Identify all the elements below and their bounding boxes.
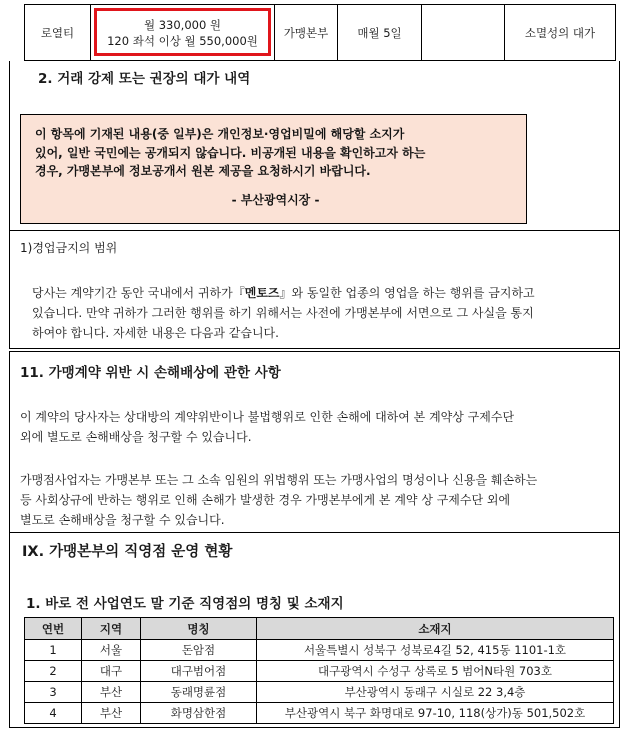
section-border-right xyxy=(619,231,620,349)
damages-paragraph-2 xyxy=(20,470,537,530)
paragraph-line: 외에 별도로 손해배상을 청구할 수 있습니다. xyxy=(20,430,252,444)
table-row xyxy=(25,640,614,661)
row-right-border xyxy=(615,4,616,61)
row-address: 부산광역시 동래구 시실로 22 3,4층 xyxy=(257,682,614,703)
highlight-box xyxy=(94,8,271,56)
notice-line: 있어, 일반 국민에는 공개되지 않습니다. 비공개된 내용을 확인하고자 하는 xyxy=(35,145,426,160)
row-region: 부산 xyxy=(82,682,141,703)
paragraph-line: 가맹점사업자는 가맹본부 또는 그 소속 임원의 위법행위 또는 가맹사업의 명성이나 신용을 훼손하는 xyxy=(20,473,538,487)
section-border-right xyxy=(619,61,620,231)
section-11-heading: 11. 가맹계약 위반 시 손해배상에 관한 사항 xyxy=(20,365,281,381)
damages-paragraph-1 xyxy=(20,407,514,447)
section-border-right xyxy=(619,351,620,532)
notice-line: 이 항목에 기재된 내용(중 일부)은 개인정보·영업비밀에 해당할 소지가 xyxy=(35,127,405,141)
row-store-name: 동래명륜점 xyxy=(141,682,257,703)
section-border-left xyxy=(9,351,10,532)
section-border-left xyxy=(9,532,10,728)
row-address: 부산광역시 북구 화명대로 97-10, 118(상가)동 501,502호 xyxy=(257,703,614,724)
brand-name: 멘토즈 xyxy=(244,286,280,300)
confidential-notice xyxy=(20,114,527,224)
header-number: 연번 xyxy=(25,618,82,640)
row-number: 1 xyxy=(25,640,82,661)
noncompete-subheading: 1)경업금지의 범위 xyxy=(20,241,118,255)
table-header-row xyxy=(25,618,614,640)
row-address: 대구광역시 수성구 상록로 5 범어N타원 703호 xyxy=(257,661,614,682)
royalty-amount-line1: 월 330,000 원 xyxy=(143,17,222,32)
noncompete-line3: 하여야 합니다. 자세한 내용은 다음과 같습니다. xyxy=(32,326,279,340)
divider xyxy=(9,532,620,533)
row-store-name: 돈암점 xyxy=(141,640,257,661)
noncompete-paragraph xyxy=(32,283,616,343)
royalty-label: 로열티 xyxy=(40,25,75,40)
royalty-payee: 가맹본부 xyxy=(283,25,329,40)
paragraph-line: 등 사회상규에 반하는 행위로 인해 손해가 발생한 경우 가맹본부에게 본 계약 상 구제수단 외에 xyxy=(20,493,511,507)
divider xyxy=(9,727,620,728)
noncompete-line1 xyxy=(32,283,616,303)
row-store-name: 대구범어점 xyxy=(141,661,257,682)
section-border-left xyxy=(9,61,10,231)
header-region: 지역 xyxy=(82,618,141,640)
row-number: 2 xyxy=(25,661,82,682)
section-ix-subheading: 1. 바로 전 사업연도 말 기준 직영점의 명칭 및 소재지 xyxy=(26,596,344,612)
section-ix-heading: IX. 가맹본부의 직영점 운영 현황 xyxy=(22,544,233,560)
royalty-due: 매월 5일 xyxy=(357,25,402,40)
section-2-heading: 2. 거래 강제 또는 권장의 대가 내역 xyxy=(38,71,251,87)
section-border-left xyxy=(9,231,10,349)
row-number: 3 xyxy=(25,682,82,703)
royalty-nature: 소멸성의 대가 xyxy=(524,25,596,40)
noncompete-text: 』와 동일한 업종의 영업을 하는 행위를 금지하고 xyxy=(279,286,535,300)
notice-line: 경우, 가맹본부에 정보공개서 원본 제공을 요청하시기 바랍니다. xyxy=(35,164,371,178)
row-region: 부산 xyxy=(82,703,141,724)
row-address: 서울특별시 성북구 성북로4길 52, 415동 1101-1호 xyxy=(257,640,614,661)
noncompete-text: 당사는 계약기간 동안 국내에서 귀하가『 xyxy=(32,286,245,300)
divider xyxy=(9,351,620,352)
paragraph-line: 별도로 손해배상을 청구할 수 있습니다. xyxy=(20,513,225,527)
section-border-right xyxy=(619,532,620,728)
notice-signature: - 부산광역시장 - xyxy=(231,192,320,207)
divider xyxy=(9,230,620,231)
row-region: 대구 xyxy=(82,661,141,682)
row-bottom-border xyxy=(24,60,616,61)
paragraph-line: 이 계약의 당사자는 상대방의 계약위반이나 불법행위로 인한 손해에 대하여 본 계약상 구제수단 xyxy=(20,410,515,424)
table-row xyxy=(25,661,614,682)
royalty-blank xyxy=(422,5,504,60)
header-address: 소재지 xyxy=(257,618,614,640)
row-region: 서울 xyxy=(82,640,141,661)
divider xyxy=(9,348,620,349)
row-store-name: 화명삼한점 xyxy=(141,703,257,724)
table-row xyxy=(25,703,614,724)
table-row xyxy=(25,682,614,703)
royalty-amount-line2: 120 좌석 이상 월 550,000원 xyxy=(107,33,258,48)
direct-store-table xyxy=(24,617,614,724)
header-name: 명칭 xyxy=(141,618,257,640)
row-number: 4 xyxy=(25,703,82,724)
noncompete-line2: 있습니다. 만약 귀하가 그러한 행위를 하기 위해서는 사전에 가맹본부에 서면으로 그 사실을 통지 xyxy=(32,306,534,320)
